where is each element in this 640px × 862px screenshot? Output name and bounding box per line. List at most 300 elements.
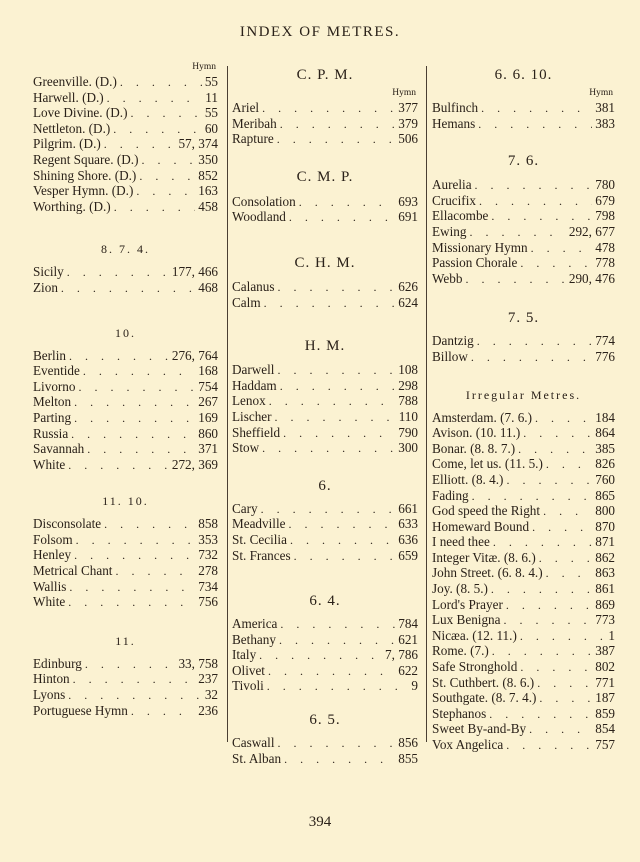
dot-leader [280, 379, 396, 394]
dot-leader [489, 707, 592, 722]
index-entry [33, 183, 218, 199]
dot-leader [477, 334, 592, 349]
section-heading: 11. [115, 633, 136, 648]
dot-leader [68, 458, 169, 473]
index-entry [33, 264, 218, 280]
hymn-number: 9 [411, 678, 418, 694]
index-column-1 [33, 60, 218, 718]
dot-leader [71, 427, 195, 442]
hymn-label: Hymn [392, 88, 416, 98]
index-entry [33, 457, 218, 473]
tune-name: Sheffield [232, 424, 281, 440]
index-entry [432, 519, 615, 535]
index-entry [33, 90, 218, 106]
tune-name: Henley [33, 547, 72, 563]
tune-name: Integer Vitæ. (8. 6.) [432, 549, 536, 565]
index-entry [232, 632, 418, 648]
tune-name: Shining Shore. (D.) [33, 167, 137, 183]
tune-name: America [232, 616, 278, 632]
tune-name: Cary [232, 500, 258, 516]
tune-name: Calanus [232, 278, 275, 294]
hymn-number: 798 [595, 208, 615, 224]
tune-name: Zion [33, 279, 58, 295]
tune-name: Lischer [232, 408, 272, 424]
tune-name: Ellacombe [432, 208, 489, 224]
dot-leader [268, 664, 395, 679]
section-heading: 6. [318, 477, 332, 494]
dot-leader [506, 738, 592, 753]
tune-name: Italy [232, 647, 257, 663]
tune-name: Bulfinch [432, 100, 479, 115]
tune-name: Missionary Hymn [432, 239, 528, 255]
hymn-label: Hymn [192, 62, 216, 72]
dot-leader [299, 195, 395, 210]
tune-name: Homeward Bound [432, 518, 530, 534]
metre-section [33, 74, 218, 214]
dot-leader [491, 209, 592, 224]
dot-leader [87, 442, 195, 457]
tune-name: St. Cecilia [232, 531, 287, 547]
dot-leader [504, 613, 593, 628]
hymn-number: 659 [398, 547, 418, 563]
tune-name: Sicily [33, 264, 64, 280]
tune-name: Rapture [232, 131, 274, 147]
metre-section [232, 471, 418, 563]
metre-section [232, 161, 418, 225]
index-entry [232, 663, 418, 679]
dot-leader [546, 566, 593, 581]
index-entry [432, 628, 615, 644]
tune-name: Portuguese Hymn [33, 702, 128, 718]
index-entry [432, 597, 615, 613]
dot-leader [279, 633, 395, 648]
hymn-number: 169 [198, 409, 218, 425]
tune-name: Lyons [33, 687, 66, 703]
tune-name: Meribah [232, 115, 277, 131]
tune-name: Safe Stronghold [432, 659, 518, 675]
dot-leader [131, 704, 195, 719]
tune-name: White [33, 594, 66, 610]
tune-name: Stephanos [432, 705, 487, 721]
hymn-number: 861 [595, 581, 615, 597]
hymn-number: 859 [595, 705, 615, 721]
hymn-number: 33, 758 [178, 655, 218, 671]
dot-leader [546, 457, 592, 472]
tune-name: Come, let us. (11. 5.) [432, 456, 543, 472]
index-entry [232, 116, 418, 132]
dot-leader [264, 296, 396, 311]
hymn-number: 1 [608, 627, 615, 643]
tune-name: Amsterdam. (7. 6.) [432, 409, 532, 425]
dot-leader [278, 736, 396, 751]
dot-leader [67, 265, 169, 280]
metre-section [432, 303, 615, 364]
index-entry [33, 563, 218, 579]
hymn-number: 622 [398, 662, 418, 678]
dot-leader [518, 442, 592, 457]
hymn-number: 774 [595, 333, 615, 349]
index-entry [33, 441, 218, 457]
hymn-number: 756 [198, 594, 218, 610]
index-entry [33, 105, 218, 121]
tune-name: Nicæa. (12. 11.) [432, 627, 517, 643]
tune-name: St. Alban [232, 750, 282, 766]
tune-name: Vox Angelica [432, 737, 504, 752]
metre-section [432, 145, 615, 286]
section-heading: 7. 6. [507, 153, 540, 170]
dot-leader [535, 411, 592, 426]
hymn-number: 300 [398, 440, 418, 456]
tune-name: Southgate. (8. 7. 4.) [432, 690, 537, 706]
section-heading: 6. 6. 10. [494, 67, 553, 83]
tune-name: Vesper Hymn. (D.) [33, 183, 134, 199]
index-entry [432, 534, 615, 550]
dot-leader [107, 91, 203, 106]
tune-name: Greenville. (D.) [33, 74, 117, 89]
hymn-number: 506 [398, 131, 418, 147]
hymn-number: 237 [198, 671, 218, 687]
hymn-number: 377 [398, 100, 418, 115]
tune-name: Rome. (7.) [432, 643, 489, 659]
dot-leader [543, 504, 592, 519]
section-heading: 11. 10. [102, 494, 149, 509]
index-entry [33, 410, 218, 426]
dot-leader [259, 648, 382, 663]
index-entry [33, 136, 218, 152]
dot-leader [136, 184, 195, 199]
index-entry [432, 581, 615, 597]
hymn-number: 60 [204, 120, 218, 136]
index-entry [432, 706, 615, 722]
hymn-number: 385 [595, 440, 615, 456]
dot-leader [539, 551, 593, 566]
index-entry [33, 74, 218, 90]
dot-leader [506, 473, 592, 488]
hymn-number: 679 [595, 192, 615, 208]
dot-leader [283, 426, 395, 441]
dot-leader [269, 394, 396, 409]
hymn-number: 854 [595, 721, 615, 737]
tune-name: Lenox [232, 393, 266, 409]
hymn-number: 864 [595, 425, 615, 441]
index-entry [432, 100, 615, 116]
dot-leader [85, 657, 176, 672]
dot-leader [520, 660, 592, 675]
hymn-number: 624 [398, 294, 418, 310]
hymn-number: 626 [398, 278, 418, 294]
tune-name: John Street. (6. 8. 4.) [432, 565, 543, 581]
hymn-number: 826 [595, 456, 615, 472]
hymn-number: 858 [198, 516, 218, 532]
tune-name: Ewing [432, 223, 467, 239]
dot-leader [69, 349, 169, 364]
hymn-number: 693 [398, 193, 418, 209]
hymn-number: 7, 786 [385, 647, 418, 663]
index-entry [432, 675, 615, 691]
index-entry [432, 255, 615, 271]
dot-leader [472, 489, 593, 504]
hymn-number: 32 [204, 687, 218, 703]
dot-leader [74, 411, 195, 426]
tune-name: Hemans [432, 115, 476, 131]
dot-leader [115, 564, 195, 579]
hymn-number: 790 [398, 424, 418, 440]
dot-leader [520, 256, 592, 271]
hymn-number: 757 [595, 737, 615, 752]
dot-leader [277, 363, 395, 378]
index-entry [232, 735, 418, 751]
dot-leader [475, 178, 593, 193]
tune-name: Consolation [232, 193, 296, 209]
tune-name: St. Frances [232, 547, 291, 563]
section-heading: 7. 5. [507, 310, 540, 327]
dot-leader [61, 281, 195, 296]
dot-leader [73, 672, 196, 687]
dot-leader [141, 153, 195, 168]
metre-section [232, 64, 418, 147]
dot-leader [79, 380, 196, 395]
dot-leader [481, 101, 592, 116]
dot-leader [506, 598, 592, 613]
tune-name: Lord's Prayer [432, 596, 503, 612]
hymn-number: 272, 369 [171, 456, 218, 472]
dot-leader [491, 582, 592, 597]
hymn-number: 110 [398, 408, 418, 424]
index-entry [232, 393, 418, 409]
hymn-number: 784 [398, 616, 418, 632]
dot-leader [104, 517, 195, 532]
index-entry [432, 349, 615, 365]
index-entry [432, 177, 615, 193]
tune-name: Hinton [33, 671, 70, 687]
index-entry [432, 612, 615, 628]
index-entry [232, 378, 418, 394]
dot-leader [523, 426, 592, 441]
hymn-number: 381 [595, 100, 615, 115]
index-entry [432, 643, 615, 659]
hymn-number: 636 [398, 531, 418, 547]
section-heading: H. M. [304, 338, 346, 355]
hymn-number: 187 [595, 690, 615, 706]
dot-leader [478, 117, 592, 132]
dot-leader [113, 122, 202, 137]
index-entry [432, 441, 615, 457]
index-entry [232, 295, 418, 311]
index-entry [232, 501, 418, 517]
tune-name: Darwell [232, 362, 275, 378]
tune-name: Fading [432, 487, 469, 503]
tune-name: Olivet [232, 662, 265, 678]
dot-leader [130, 106, 201, 121]
hymn-number: 11 [205, 89, 218, 105]
section-heading: C. H. M. [294, 254, 356, 271]
tune-name: Livorno [33, 378, 76, 394]
tune-name: Russia [33, 425, 69, 441]
hymn-number: 800 [595, 503, 615, 519]
index-entry [33, 656, 218, 672]
tune-name: Woodland [232, 209, 286, 225]
hymn-number: 869 [595, 596, 615, 612]
dot-leader [104, 137, 176, 152]
hymn-number: 163 [198, 183, 218, 199]
tune-name: Parting [33, 409, 72, 425]
index-entry [432, 456, 615, 472]
section-heading: C. P. M. [296, 67, 354, 83]
page-title: INDEX OF METRES. [239, 24, 401, 40]
tune-name: Metrical Chant [33, 563, 113, 579]
index-entry [33, 280, 218, 296]
column-divider [227, 66, 228, 742]
dot-leader [68, 688, 202, 703]
index-entry [432, 425, 615, 441]
tune-name: Avison. (10. 11.) [432, 425, 521, 441]
index-entry [33, 121, 218, 137]
hymn-number: 353 [198, 531, 218, 547]
section-heading: C. M. P. [296, 168, 354, 185]
index-entry [232, 548, 418, 564]
hymn-number: 276, 764 [171, 347, 218, 363]
index-column-3 [432, 60, 615, 753]
hymn-number: 780 [595, 177, 615, 193]
section-heading: 10. [115, 325, 136, 340]
column-divider [426, 66, 427, 742]
tune-name: Joy. (8. 5.) [432, 581, 488, 597]
page-number: 394 [308, 814, 332, 830]
index-entry [33, 703, 218, 719]
index-entry [432, 116, 615, 132]
index-entry [432, 690, 615, 706]
tune-name: Savannah [33, 441, 85, 457]
index-entry [33, 532, 218, 548]
tune-name: Passion Chorale [432, 255, 518, 271]
index-entry [33, 152, 218, 168]
hymn-number: 298 [398, 377, 418, 393]
dot-leader [83, 364, 195, 379]
hymn-number: 621 [398, 631, 418, 647]
section-heading: Irregular Metres. [465, 387, 582, 402]
dot-leader [262, 441, 395, 456]
hymn-number: 458 [198, 198, 218, 214]
tune-name: Meadville [232, 516, 286, 532]
dot-leader [278, 280, 396, 295]
hymn-number: 856 [398, 735, 418, 751]
dot-leader [537, 676, 592, 691]
hymn-number: 860 [198, 425, 218, 441]
dot-leader [539, 691, 592, 706]
hymn-number: 802 [595, 659, 615, 675]
tune-name: Tivoli [232, 678, 264, 694]
tune-name: Sweet By-and-By [432, 721, 527, 737]
index-entry [432, 721, 615, 737]
tune-name: Folsom [33, 531, 73, 547]
index-entry [432, 503, 615, 519]
index-entry [232, 279, 418, 295]
dot-leader [261, 502, 396, 517]
index-entry [432, 565, 615, 581]
section-heading: 6. 4. [309, 593, 341, 610]
hymn-number: 387 [595, 643, 615, 659]
index-entry [432, 410, 615, 426]
index-entry [432, 333, 615, 349]
hymn-number: 468 [198, 279, 218, 295]
tune-name: Pilgrim. (D.) [33, 136, 101, 152]
index-entry [232, 100, 418, 116]
index-entry [232, 409, 418, 425]
dot-leader [479, 194, 592, 209]
index-entry [432, 472, 615, 488]
tune-name: Disconsolate [33, 516, 102, 532]
tune-name: Caswall [232, 735, 275, 751]
hymn-number: 760 [595, 471, 615, 487]
index-entry [232, 362, 418, 378]
tune-name: Melton [33, 394, 72, 410]
hymn-number: 778 [595, 255, 615, 271]
index-entry [33, 594, 218, 610]
hymn-number: 55 [204, 74, 218, 89]
hymn-number: 776 [595, 348, 615, 364]
index-entry [232, 516, 418, 532]
index-entry [33, 168, 218, 184]
dot-leader [290, 533, 395, 548]
dot-leader [471, 350, 592, 365]
dot-leader [529, 722, 592, 737]
hymn-number: 236 [198, 702, 218, 718]
index-entry [232, 678, 418, 694]
dot-leader [68, 595, 195, 610]
hymn-number: 773 [595, 612, 615, 628]
hymn-number: 852 [198, 167, 218, 183]
dot-leader [294, 549, 396, 564]
tune-name: Webb [432, 270, 463, 286]
index-entry [33, 687, 218, 703]
tune-name: Love Divine. (D.) [33, 105, 128, 121]
index-entry [432, 208, 615, 224]
index-entry [432, 550, 615, 566]
dot-leader [139, 169, 195, 184]
hymn-number: 350 [198, 151, 218, 167]
tune-name: I need thee [432, 534, 490, 550]
metre-section [232, 331, 418, 456]
hymn-number: 290, 476 [568, 270, 615, 286]
dot-leader [277, 132, 395, 147]
hymn-label: Hymn [589, 88, 613, 98]
index-entry [33, 348, 218, 364]
dot-leader [288, 517, 395, 532]
hymn-number: 734 [198, 578, 218, 594]
index-entry [232, 440, 418, 456]
metre-section [33, 318, 218, 473]
hymn-number: 871 [595, 534, 615, 550]
hymn-number: 633 [398, 516, 418, 532]
metre-section [432, 381, 615, 753]
index-entry [33, 199, 218, 215]
hymn-number: 771 [595, 674, 615, 690]
hymn-number: 177, 466 [171, 264, 218, 280]
tune-name: Crucifix [432, 192, 476, 208]
dot-leader [531, 241, 593, 256]
tune-name: Bonar. (8. 8. 7.) [432, 440, 516, 456]
tune-name: Regent Square. (D.) [33, 151, 139, 167]
dot-leader [275, 410, 396, 425]
tune-name: Wallis [33, 578, 67, 594]
hymn-number: 267 [198, 394, 218, 410]
index-entry [33, 579, 218, 595]
dot-leader [493, 535, 592, 550]
tune-name: Bethany [232, 631, 276, 647]
section-heading: 8. 7. 4. [101, 242, 150, 257]
hymn-number: 691 [398, 209, 418, 225]
index-entry [232, 532, 418, 548]
